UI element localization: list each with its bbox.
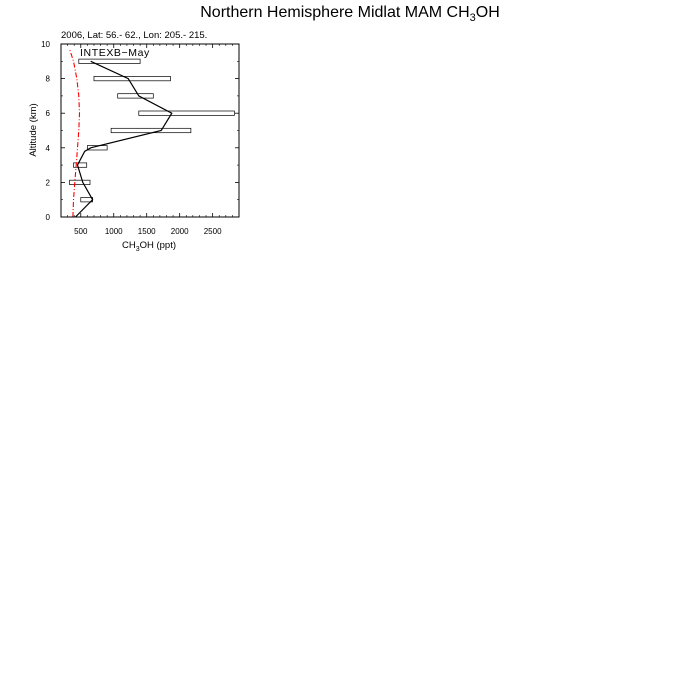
title-subscript: 3 bbox=[469, 12, 476, 25]
plot-area bbox=[70, 49, 235, 217]
y-tick-label: 2 bbox=[45, 178, 50, 188]
y-tick-label: 8 bbox=[45, 74, 50, 84]
x-axis-label bbox=[122, 240, 176, 253]
title-prefix: Northern Hemisphere Midlat MAM CH bbox=[200, 4, 470, 21]
range-box-1 bbox=[70, 180, 90, 184]
x-tick-label: 2000 bbox=[170, 227, 189, 236]
title-suffix: OH bbox=[475, 4, 500, 21]
chart-subtitle: 2006, Lat: 56.- 62., Lon: 205.- 215. bbox=[61, 30, 208, 41]
chart-annotation: INTEXB−May bbox=[80, 47, 150, 59]
y-tick-label: 4 bbox=[45, 143, 50, 153]
x-tick-label: 500 bbox=[74, 227, 88, 236]
range-box-6 bbox=[118, 94, 154, 98]
range-box-7 bbox=[94, 76, 170, 80]
range-box-4 bbox=[111, 128, 191, 132]
y-tick-label: 6 bbox=[45, 109, 50, 119]
axes bbox=[41, 40, 239, 236]
x-tick-label: 1000 bbox=[104, 227, 123, 236]
x-tick-label: 2500 bbox=[203, 227, 222, 236]
range-box-2 bbox=[74, 163, 87, 167]
series-line-0 bbox=[76, 61, 172, 217]
x-label-prefix: CH bbox=[121, 240, 136, 251]
y-axis-label: Altitude (km) bbox=[28, 103, 39, 157]
y-tick-label: 10 bbox=[41, 40, 50, 49]
range-box-8 bbox=[79, 59, 140, 63]
x-label-subscript: 3 bbox=[135, 246, 140, 253]
series-line-1 bbox=[70, 49, 80, 217]
range-box-5 bbox=[139, 111, 235, 115]
x-label-suffix: OH (ppt) bbox=[139, 240, 177, 251]
y-tick-label: 0 bbox=[45, 213, 50, 222]
x-tick-label: 1500 bbox=[137, 227, 156, 236]
